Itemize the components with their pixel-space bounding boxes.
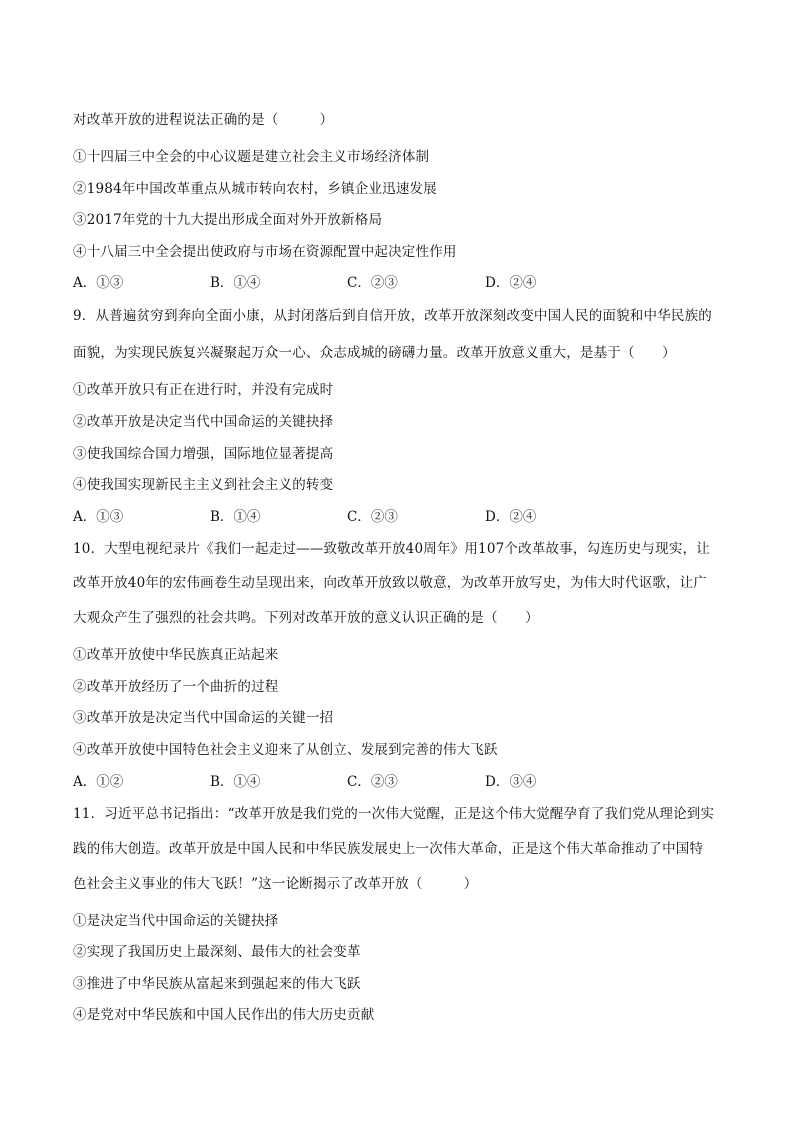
q10-stem-line-3: 大观众产生了强烈的社会共鸣。下列对改革开放的意义认识正确的是（ ） [73, 610, 539, 626]
q8-stem-tail: 对改革开放的进程说法正确的是（ ） [73, 112, 334, 128]
q9-statement-1: ①改革开放只有正在进行时，并没有完成时 [73, 382, 334, 398]
q10-stem-line-2: 改革开放40年的宏伟画卷生动呈现出来，向改革开放致以敬意，为改革开放写史，为伟大时代讴歌，让广 [73, 575, 708, 591]
q10-stem-line-1: 10．大型电视纪录片《我们一起走过——致敬改革开放40周年》用107个改革故事，勾连历史与现实，让 [73, 541, 710, 557]
q8-statement-3: ③2017年党的十九大提出形成全面对外开放新格局 [73, 212, 383, 228]
q9-option-a[interactable]: A．①③ [73, 509, 124, 525]
q11-stem-line-1: 11．习近平总书记指出：“改革开放是我们党的一次伟大觉醒，正是这个伟大觉醒孕育了我们党从理论到实 [73, 806, 715, 822]
q9-statement-3: ③使我国综合国力增强，国际地位显著提高 [73, 446, 334, 462]
q8-statement-1: ①十四届三中全会的中心议题是建立社会主义市场经济体制 [73, 149, 430, 165]
q11-statement-3: ③推进了中华民族从富起来到强起来的伟大飞跃 [73, 976, 361, 992]
q10-statement-3: ③改革开放是决定当代中国命运的关键一招 [73, 710, 334, 726]
q9-option-c[interactable]: C．②③ [347, 509, 398, 525]
q8-option-b[interactable]: B．①④ [210, 275, 261, 291]
q8-option-c[interactable]: C．②③ [347, 275, 398, 291]
q10-option-a[interactable]: A．①② [73, 774, 124, 790]
q10-statement-1: ①改革开放使中华民族真正站起来 [73, 647, 279, 663]
q9-option-d[interactable]: D．②④ [485, 509, 537, 525]
q10-option-b[interactable]: B．①④ [210, 774, 261, 790]
q10-option-c[interactable]: C．②③ [347, 774, 398, 790]
q11-statement-2: ②实现了我国历史上最深刻、最伟大的社会变革 [73, 944, 361, 960]
q9-stem-line-2: 面貌，为实现民族复兴凝聚起万众一心、众志成城的磅礴力量。改革开放意义重大，是基于（ ） [73, 345, 676, 361]
q10-option-d[interactable]: D．③④ [485, 774, 537, 790]
q10-statement-2: ②改革开放经历了一个曲折的过程 [73, 679, 279, 695]
q9-statement-4: ④使我国实现新民主主义到社会主义的转变 [73, 477, 334, 493]
q9-statement-2: ②改革开放是决定当代中国命运的关键抉择 [73, 414, 334, 430]
q9-option-b[interactable]: B．①④ [210, 509, 261, 525]
q11-statement-1: ①是决定当代中国命运的关键抉择 [73, 913, 279, 929]
q8-option-d[interactable]: D．②④ [485, 275, 537, 291]
q10-statement-4: ④改革开放使中国特色社会主义迎来了从创立、发展到完善的伟大飞跃 [73, 742, 498, 758]
q11-stem-line-3: 色社会主义事业的伟大飞跃！”这一论断揭示了改革开放（ ） [73, 876, 478, 892]
q8-statement-4: ④十八届三中全会提出使政府与市场在资源配置中起决定性作用 [73, 244, 457, 260]
q9-stem-line-1: 9．从普遍贫穷到奔向全面小康，从封闭落后到自信开放，改革开放深刻改变中国人民的面貌和中华民族的 [73, 308, 712, 324]
q8-statement-2: ②1984年中国改革重点从城市转向农村，乡镇企业迅速发展 [73, 181, 437, 197]
q11-stem-line-2: 践的伟大创造。改革开放是中国人民和中华民族发展史上一次伟大革命，正是这个伟大革命推动了中国特 [73, 841, 704, 857]
q8-option-a[interactable]: A．①③ [73, 275, 124, 291]
q11-statement-4: ④是党对中华民族和中国人民作出的伟大历史贡献 [73, 1007, 375, 1023]
